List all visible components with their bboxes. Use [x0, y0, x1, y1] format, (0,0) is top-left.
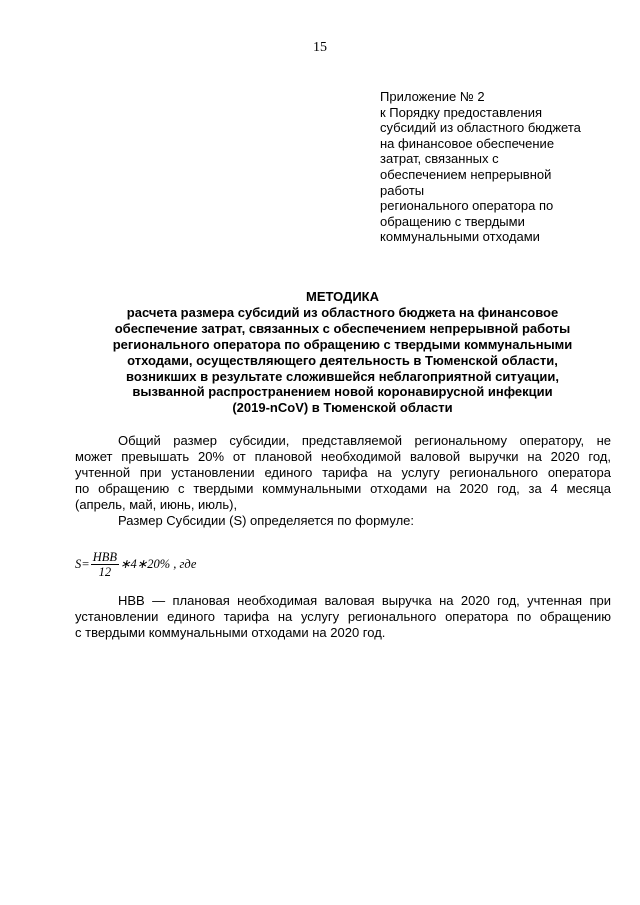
appendix-line: регионального оператора по	[380, 198, 554, 214]
paragraph-line: (апрель, май, июнь, июль),	[75, 496, 238, 512]
appendix-line: на финансовое обеспечение	[380, 135, 555, 151]
paragraph-line: с твердыми коммунальными отходами на 2020 год.	[75, 624, 386, 640]
title-line: расчета размера субсидий из областного бюджета на финансовое	[126, 304, 559, 320]
appendix-line: субсидий из областного бюджета	[380, 120, 581, 136]
title-heading: МЕТОДИКА	[306, 289, 379, 304]
paragraph-line: по обращению с твердыми коммунальными отходами на 2020 год, за 4 месяца	[75, 480, 611, 496]
appendix-line: Приложение № 2	[380, 89, 485, 104]
paragraph-subsidy-limit	[75, 433, 611, 528]
appendix-note	[380, 89, 610, 245]
appendix-line: обеспечением непрерывной	[380, 166, 552, 182]
title-line: отходами, осуществляющего деятельность в Тюменской области,	[127, 352, 558, 368]
title-line: возникших в результате сложившейся неблагоприятной ситуации,	[126, 368, 559, 384]
formula-rest: ∗4∗20% , где	[120, 557, 197, 571]
document-title	[85, 289, 600, 416]
subsidy-formula	[75, 548, 196, 580]
appendix-line: затрат, связанных с	[380, 151, 499, 167]
appendix-line: коммунальными отходами	[380, 229, 540, 245]
title-line: вызванной распространением новой коронавирусной инфекции	[132, 384, 553, 400]
appendix-line: работы	[380, 182, 425, 198]
page-number: 15	[313, 40, 327, 55]
title-line: регионального оператора по обращению с твердыми коммунальными	[112, 336, 573, 352]
formula-denominator: 12	[98, 564, 112, 579]
appendix-line: обращению с твердыми	[380, 213, 525, 229]
paragraph-line: учтенной при установлении единого тарифа на услугу регионального оператора	[75, 464, 611, 480]
formula-lhs: S=	[75, 556, 90, 571]
paragraph-nvv-definition	[75, 593, 611, 641]
formula-fraction	[91, 550, 119, 579]
appendix-line: к Порядку предоставления	[380, 104, 542, 120]
paragraph-line: установлении единого тарифа на услугу регионального оператора по обращению	[75, 608, 611, 624]
paragraph-line: НВВ — плановая необходимая валовая выручка на 2020 год, учтенная при	[118, 593, 611, 608]
title-line: обеспечение затрат, связанных с обеспечением непрерывной работы	[114, 320, 571, 336]
paragraph-line: может превышать 20% от плановой необходимой валовой выручки на 2020 год,	[75, 448, 611, 464]
title-line: (2019-nCoV) в Тюменской области	[232, 400, 453, 416]
paragraph-line: Общий размер субсидии, представляемой региональному оператору, не	[118, 433, 611, 448]
formula-intro: Размер Субсидии (S) определяется по формуле:	[118, 512, 415, 528]
formula-numerator: НВВ	[92, 549, 117, 564]
